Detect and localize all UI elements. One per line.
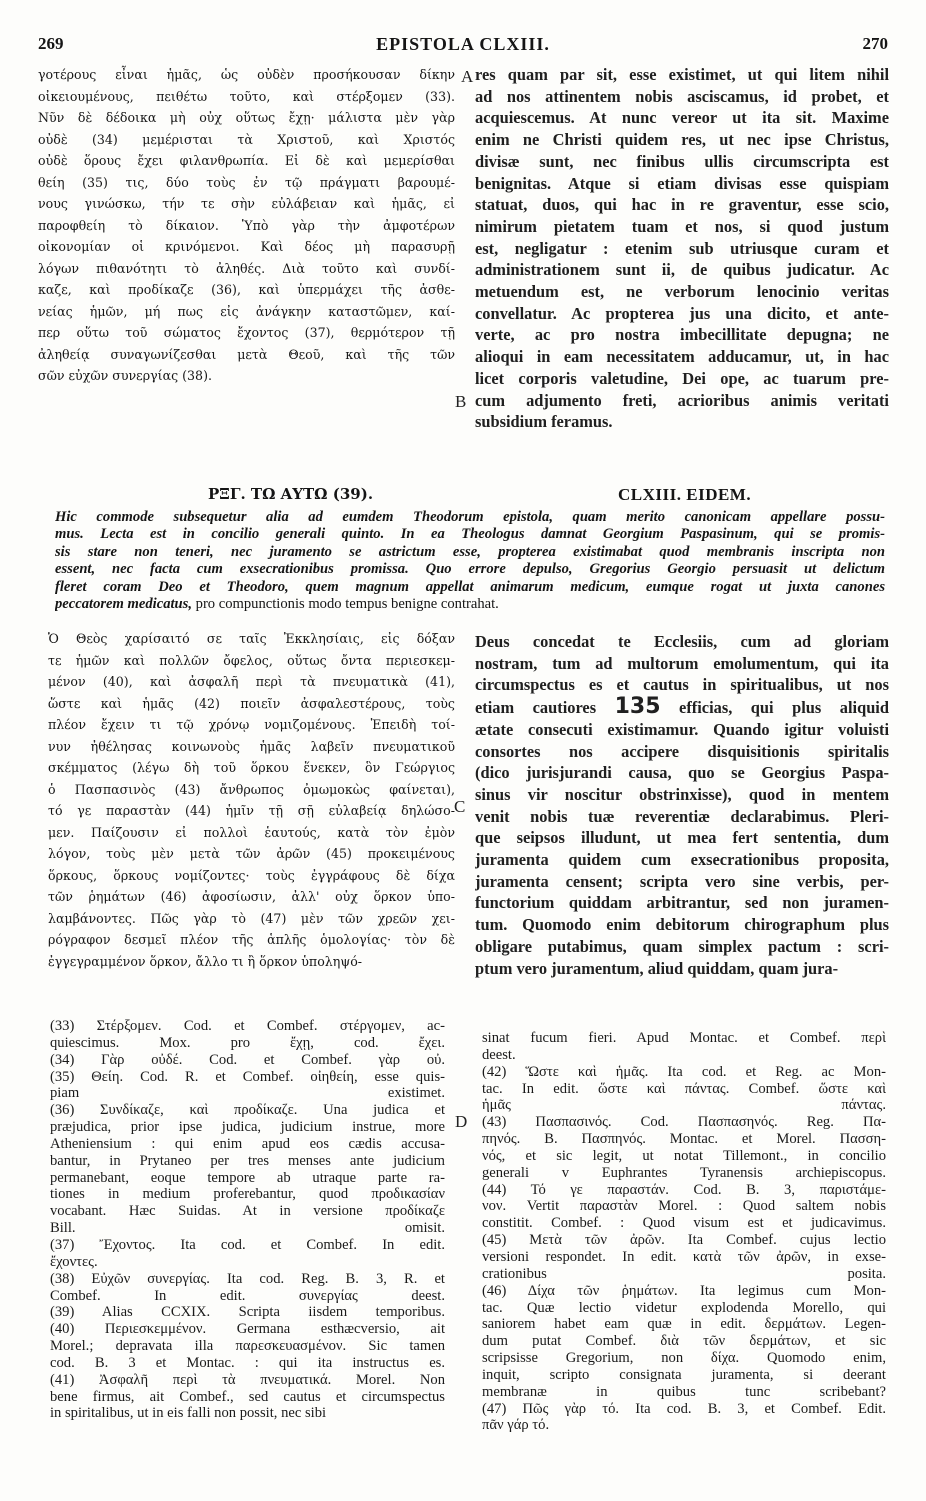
greek-text-line: Νῦν δὲ δέδοικα μὴ οὐχ οὕτως ἔχῃ· μάλιστα μὲν γὰρ xyxy=(38,110,455,125)
footnote-line: præjudica, prior ipse judica, judicium instrue, more xyxy=(50,1119,445,1136)
latin-text-line: nimirum pietatem tuam et nos, si quod justum xyxy=(475,216,889,236)
footnote-line: membranæ in quibus tunc scribebant? xyxy=(482,1383,886,1400)
latin-text-line: venit nobis tuæ reverentiæ declarabimus. Pleri- xyxy=(475,806,889,826)
latin-text-line: juramenta quidem cum exsecrationibus proposita, xyxy=(475,850,889,870)
latin-text-line: tum. Quomodo enim debitorum chirographum plus xyxy=(475,915,889,935)
greek-text-line: νείας ἡμῶν, μή πως εἰς ἀνάγκην καταστῶμεν, καί- xyxy=(38,303,455,319)
greek-text-line: οἰκειουμένους, πειθέτω τοῦτο, καὶ στέρξομεν (33). xyxy=(38,88,455,104)
footnote-line: (38) Εὐχῶν συνεργίας. Ita cod. Reg. B. 3, R. et xyxy=(50,1270,445,1287)
greek-text-line: σκέμματος (λέγω δὴ τοῦ ὅρκου ἕνεκεν, ὃν Γεώργιος xyxy=(48,760,455,775)
footnote-line: generali v Euphrantes Tyranensis archiepiscopus. xyxy=(482,1164,886,1181)
greek-text-line: λαμβάνοντες. Πῶς γὰρ τὸ (47) μὲν τῶν χρεῶν χει- xyxy=(48,910,455,926)
greek-text-line: παροφθείη τὸ δίκαιον. Ὑπὸ γὰρ τὴν ἀμφοτέρων xyxy=(38,217,455,233)
top-greek-column xyxy=(38,64,455,392)
latin-text-line: benignitas. Atque si etiam divisas esse quispiam xyxy=(475,173,889,193)
latin-text-line: alioqui in eam necessitatem adducamur, ut, in hac xyxy=(475,347,889,367)
footnote-line: crationibus posita. xyxy=(482,1265,886,1282)
greek-text-line: τό γε παραστὰν (44) ἡμῖν τῇ σῇ εὐλαβείᾳ δηλώσο- xyxy=(48,803,455,818)
footnote-line: (40) Περιεσκεμμένον. Germana esthæcversio, ait xyxy=(50,1321,445,1338)
latin-text-line: cum adjumento freti, acrioribus animis veritati xyxy=(475,390,889,410)
footnote-line: (39) Alias CCXIX. Scripta iisdem temporibus. xyxy=(50,1304,445,1321)
greek-text-line: Ὁ Θεὸς χαρίσαιτό σε ταῖς Ἐκκλησίαις, εἰς δόξαν xyxy=(48,631,455,646)
greek-text-line: λόγον, τοὺς μὲν μετὰ τῶν ἀρῶν (45) προκειμένους xyxy=(48,846,455,861)
summary-upright-end: pro compunctionis modo tempus benigne contrahat. xyxy=(192,596,499,613)
footnote-line: (34) Γὰρ οὐδέ. Cod. et Combef. γὰρ οὐ. xyxy=(50,1051,445,1068)
latin-text-line: statuat, duos, qui hac in re graventur, esse scio, xyxy=(475,195,889,215)
greek-text-line: οὐδὲ (34) μεμέρισται τὰ Χριστοῦ, καὶ Χριστός xyxy=(38,131,455,147)
running-title: EPISTOLA CLXIII. xyxy=(376,34,550,54)
footnotes-right xyxy=(482,1030,886,1470)
footnotes-left xyxy=(50,1018,445,1458)
footnote-line: (46) Δίχα τῶν ῥημάτων. Ita legimus cum Mon- xyxy=(482,1282,886,1299)
footnote-line: ἔχοντες. xyxy=(50,1253,98,1270)
greek-text-line: νυν ἠθέλησας κοινωνοὺς ἡμᾶς λαβεῖν πνευματικοῦ xyxy=(48,738,455,754)
latin-text-line: ad nos attinentem nobis asciscamus, id probet, et xyxy=(475,86,889,106)
greek-text-line: ἀληθείᾳ συναγωνίζεσθαι μετὰ Θεοῦ, καὶ τῆς τῶν xyxy=(38,346,455,362)
latin-text-line: circumspectus es et cautus in spiritualibus, ut nos xyxy=(475,675,889,695)
footnote-line: vocabant. Hæc Suidas. At in versione προδίκαζε xyxy=(50,1203,445,1220)
footnote-line: Bill. omisit. xyxy=(50,1220,445,1237)
latin-text-line: administrationem sunt ii, de quibus judicatur. Ac xyxy=(475,260,889,280)
footnote-line: (35) Θείη. Cod. R. et Combef. οἰηθείη, esse quis- xyxy=(50,1068,445,1085)
footnote-line: permanebant, eoque tempore ab utraque parte ra- xyxy=(50,1169,445,1186)
footnote-line: scripsisse Gregorium, non δίχα. Quomodo enim, xyxy=(482,1350,886,1367)
greek-text-line: οἰκονομίαν οἱ κρινόμενοι. Καὶ δέος μὴ παρασυρῇ xyxy=(38,239,455,254)
footnote-line: νός, et sic legit, ut notat Tillemont., in concilio xyxy=(482,1147,886,1164)
greek-text-line: ρόγραφον δεσμεῖ πλέον τῆς ἁπλῆς ὁμολογίας· τὸν δὲ xyxy=(48,932,455,947)
margin-marker-a: A xyxy=(461,67,474,86)
letter-summary xyxy=(55,509,885,613)
footnote-line: in spiritalibus, ut in eis falli non possit, nec sibi xyxy=(50,1405,327,1422)
latin-text-line: que seipsos illudunt, ut mea fert sententia, dum xyxy=(475,828,889,848)
main-latin-column xyxy=(475,631,889,983)
greek-text-line: πλέον ἔχειν τι τῷ χρόνῳ νομιζομένους. Ἐπειδὴ τοί- xyxy=(48,717,455,732)
latin-text-line: ætate consecuti existimamur. Quando igitur voluisti xyxy=(475,719,889,739)
footnote-line: tac. In edit. ὥστε καὶ πάντας. Combef. ὥστε καὶ xyxy=(482,1080,886,1097)
greek-letter-title: ΡΞΓ. ΤΩ ΑΥΤΩ (39). xyxy=(208,485,374,503)
latin-text-line: convellatur. Ac propterea jus una dicito, et ante- xyxy=(475,303,889,323)
latin-text-line: Deus concedat te Ecclesiis, cum ad gloriam xyxy=(475,632,889,651)
greek-text-line: λόγων πιθανότητι τὸ ἀληθές. Διὰ τοῦτο καὶ συνδί- xyxy=(38,260,455,276)
latin-text-line: juramenta censent; scripta vero sine verbis, per- xyxy=(475,871,889,891)
greek-text-line: καζε, καὶ προδίκαζε (36), καὶ ὑπερμάχει τῆς ἀσθε- xyxy=(38,282,455,297)
top-latin-column xyxy=(475,64,889,436)
footnote-line: inquit, scripto consignata juramenta, si deerant xyxy=(482,1366,886,1383)
summary-line: mus. Lecta est in concilio generali quinto. In ea Theologus damnat Georgium Paspasinum, qui se promis- xyxy=(55,526,885,543)
latin-line-rest: efficias, qui plus aliquid xyxy=(679,698,889,718)
edition-page-number: 135 xyxy=(614,696,661,719)
greek-text-line: νους γινώσκω, τήν τε σὴν εὐλάβειαν καὶ ἡμᾶς, εἰ xyxy=(38,196,455,211)
footnote-line: piam existimet. xyxy=(50,1085,445,1102)
greek-text-line: ὅρκους, ὅρκους νομίζοντες· τοὺς ἐγγράφους δὲ δίχα xyxy=(48,867,455,883)
footnote-line: (47) Πῶς γὰρ τό. Ita cod. B. 3, et Combef. Edit. xyxy=(482,1400,886,1417)
summary-line: essent, nec facta cum exsecrationibus promissa. Quo errore depulso, Gregorius Georgio persuasit ut delictum xyxy=(55,561,885,578)
footnote-line: saniorem habet eam quæ in edit. δερμάτων. Legen- xyxy=(482,1316,886,1333)
latin-text-line: licet corporis valetudine, Dei ope, ac tuarum pre- xyxy=(475,368,889,388)
latin-text-line: nostram, tum ad multorum emolumentum, qui ita xyxy=(475,653,889,673)
footnote-line: ἡμᾶς πάντας. xyxy=(482,1097,886,1114)
footnote-line: πηνός. B. Πασπηνός. Montac. et Morel. Πασση- xyxy=(482,1131,886,1148)
greek-text-line: μένον (40), καὶ ἀσφαλῆ περὶ τὰ πνευματικὰ (41), xyxy=(48,674,455,689)
greek-text-line: γοτέρους εἶναι ἡμᾶς, ὡς οὐδὲν προσήκουσαν δίκην xyxy=(38,67,455,82)
latin-text-line: consortes nos accipere disquisitionis spiritalis xyxy=(475,741,889,761)
greek-text-line: περ οὕτω τοῦ σώματος ἔχοντος (37), θερμότερον τῇ xyxy=(38,325,455,340)
footnote-line: dum putat Combef. διὰ τῶν δερμάτων, et sic xyxy=(482,1333,886,1350)
greek-text-line: ἐγγεγραμμένον ὅρκον, ἄλλο τι ἢ ὅρκον ὑποληψό- xyxy=(48,953,363,969)
greek-text-line: ὥστε καὶ ἡμᾶς (42) ποιεῖν ἀσφαλεστέρους, τοὺς xyxy=(48,695,455,711)
footnote-line: Atheniensium : qui enim apud eos cædis accusa- xyxy=(50,1135,445,1152)
latin-letter-title: CLXIII. EIDEM. xyxy=(618,485,752,504)
footnote-line: Morel.; depravata illa παρεσκευασμένον. Sic tamen xyxy=(50,1338,445,1355)
running-header xyxy=(38,34,888,62)
greek-text-line: τῶν ῥημάτων (46) ἀφοσίωσιν, ἀλλ' οὐχ ὅρκον ὑπο- xyxy=(48,889,455,904)
footnote-line: νον. Vertit παραστὰν Morel. : Quod saltem nobis xyxy=(482,1198,886,1215)
footnote-line: (37) Ἔχοντος. Ita cod. et Combef. In edit. xyxy=(50,1236,445,1253)
summary-line xyxy=(55,596,885,613)
footnote-line: tac. Quæ lectio videtur explodenda Morello, qui xyxy=(482,1299,886,1316)
footnote-line: bene firmus, ait Combef., sed cautus et circumspectus xyxy=(50,1388,445,1405)
footnote-line: Combef. In edit. συνεργίας deest. xyxy=(50,1287,445,1304)
summary-italic-end: peccatorem medicatus, xyxy=(55,596,192,613)
footnote-line: tiones in medium proferebantur, quod προδικασίαν xyxy=(50,1186,445,1203)
margin-marker-d: D xyxy=(455,1112,468,1131)
latin-text-line: obligare putabimus, quam simplex pactum : scri- xyxy=(475,936,889,956)
footnote-line: versioni respondet. In edit. κατὰ τῶν ἀρῶν, in exse- xyxy=(482,1248,886,1265)
footnote-line: (33) Στέρξομεν. Cod. et Combef. στέργομεν, ac- xyxy=(50,1018,445,1034)
footnote-line: (42) Ὥστε καὶ ἡμᾶς. Ita cod. et Reg. ac Mon- xyxy=(482,1063,886,1080)
right-page-number: 270 xyxy=(862,34,888,53)
latin-text-line: functorium quiddam arbitrantur, sed non juramen- xyxy=(475,893,889,913)
greek-text-line: θείη (35) τις, δύο τοὺς ἐν τῷ πράγματι βαρουμέ- xyxy=(38,174,455,190)
latin-text-line: metuendum est, ne verborum lenocinio veritas xyxy=(475,282,889,302)
footnote-line: (36) Συνδίκαζε, καὶ προδίκαζε. Una judica et xyxy=(50,1102,445,1119)
greek-text-line: σῶν εὐχῶν συνεργίας (38). xyxy=(38,368,212,383)
left-page-number: 269 xyxy=(38,34,64,53)
margin-marker-b: B xyxy=(455,392,467,411)
footnote-line: quiescimus. Mox. pro ἔχῃ, cod. ἔχει. xyxy=(50,1034,445,1051)
latin-text-line: enim ne Christi quidem res, ut nec ipse Christus, xyxy=(475,130,889,150)
latin-text-line: sinus vir noscitur obstrinxisse), quod in mentem xyxy=(475,784,889,804)
greek-text-line: μεν. Παίζουσιν εἰ πολλοὶ ἑαυτούς, κατὰ τὸν ἐμὸν xyxy=(48,824,455,840)
footnote-line: (43) Πασπασινός. Cod. Πασπασηνός. Reg. Πα- xyxy=(482,1114,886,1131)
footnote-line: πᾶν γάρ τό. xyxy=(482,1417,550,1434)
latin-text-line: divisæ sunt, nec finibus ullis circumscripta est xyxy=(475,151,889,171)
footnote-line: (41) Ἀσφαλῆ περὶ τὰ πνευματικά. Morel. Non xyxy=(50,1371,445,1388)
latin-text-line: (dico jurisjurandi causa, quo se Georgius Paspa- xyxy=(475,763,889,783)
footnote-line: (44) Τό γε παραστάν. Cod. B. 3, παριστάμε- xyxy=(482,1181,886,1198)
latin-text-line: res quam par sit, esse existimet, ut qui litem nihil xyxy=(475,65,889,84)
footnote-line: sinat fucum fieri. Apud Montac. et Combef. περὶ xyxy=(482,1030,886,1046)
main-greek-column xyxy=(48,628,455,980)
summary-line: fleret coram Deo et Theodoro, quem magnum appellat animarum medicum, eumque rogat ut juxta canones xyxy=(55,578,885,595)
latin-text-line: acquiescemus. At nunc vereor ut ita sit. Maxime xyxy=(475,108,889,128)
latin-line-prefix: etiam cautiores xyxy=(475,698,615,718)
footnote-line: bantur, in Prytaneo per tres menses ante judicium xyxy=(50,1152,445,1169)
summary-line: Hic commode subsequetur alia ad eumdem Theodorum epistola, quam merito canonicam appellare possu- xyxy=(55,509,885,525)
latin-text-line xyxy=(475,696,889,719)
latin-text-line: subsidium feramus. xyxy=(475,412,613,432)
latin-text-line: ptum vero juramentum, aliud quiddam, quam jura- xyxy=(475,958,839,978)
latin-text-line: verte, ac pro nostra imbecillitate depugna; ne xyxy=(475,325,889,345)
greek-text-line: ὁ Πασπασινὸς (43) ἄνθρωπος ὀμωμοκὼς φαίνεται), xyxy=(48,781,455,797)
footnote-line: cod. B. 3 et Montac. : qui ita instructus es. xyxy=(50,1354,445,1371)
summary-line: sis stare non teneri, nec juramento se astrictum esse, propterea existimabat quod membranis inscripta non xyxy=(55,543,885,560)
latin-text-line: est, negligatur : etenim sub utriusque curam et xyxy=(475,238,889,258)
margin-marker-c: C xyxy=(454,797,466,816)
footnote-line: (45) Μετὰ τῶν ἀρῶν. Ita Combef. cujus lectio xyxy=(482,1232,886,1249)
footnote-line: deest. xyxy=(482,1046,516,1063)
greek-text-line: τε ἡμῶν καὶ πολλῶν ὄφελος, οὕτως ὄντα περιεσκεμ- xyxy=(48,652,455,668)
greek-text-line: οὐδὲ ὅρους ἔχει φιλανθρωπία. Εἰ δὲ καὶ μεμερίσθαι xyxy=(38,153,455,168)
footnote-line: constitit. Combef. : Quod visum est et judicavimus. xyxy=(482,1215,886,1232)
